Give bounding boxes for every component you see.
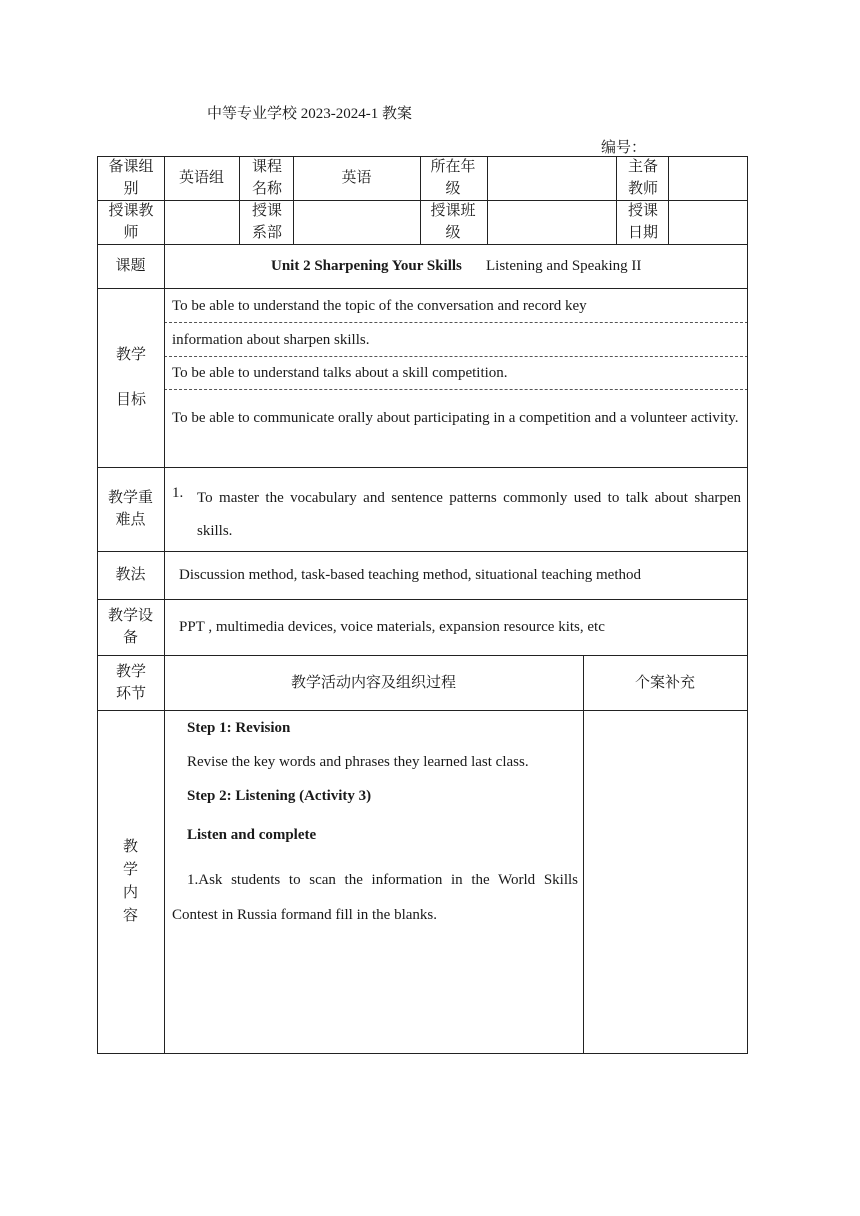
col-line: [420, 156, 421, 244]
topic-label: 课题: [115, 258, 146, 274]
row-line: [97, 244, 748, 245]
topic-lesson: Listening and Speaking II: [486, 258, 642, 274]
col-line: [164, 156, 165, 1054]
objective-line-1: To be able to understand the topic of the conversation and record key: [172, 298, 587, 314]
serial-number-label: 编号：: [601, 140, 647, 156]
lead-teacher-value: [668, 156, 747, 200]
class-value: [487, 200, 616, 244]
content-label-char-1: 教: [123, 839, 139, 855]
col-line: [616, 156, 617, 244]
dashed-separator: [164, 356, 748, 357]
method-text: Discussion method, task-based teaching method, situational teaching method: [179, 567, 641, 583]
task-title: Listen and complete: [187, 827, 317, 843]
department-label: 授课系部: [251, 203, 282, 241]
method-label: 教法: [115, 567, 146, 583]
course-label: 课程名称: [251, 159, 282, 197]
supplement-content: [583, 710, 747, 1053]
row-line: [97, 467, 748, 468]
teacher-label: 授课教师: [108, 203, 154, 241]
lesson-plan-table: [97, 156, 748, 1054]
group-label: 备课组别: [108, 159, 154, 197]
dashed-separator: [164, 322, 748, 323]
key-points-label: 教学重难点: [107, 490, 153, 528]
key-points-text: To master the vocabulary and sentence patterns commonly used to talk about sharpen skills.: [197, 490, 741, 539]
stage-label: 教学环节: [115, 663, 146, 702]
course-value: 英语: [341, 170, 372, 186]
objectives-label-2: 目标: [116, 392, 147, 408]
grade-label: 所在年级: [430, 159, 476, 197]
col-line: [747, 156, 748, 1054]
row-line: [97, 551, 748, 552]
step2-title: Step 2: Listening (Activity 3): [187, 788, 372, 804]
supplement-header: 个案补充: [634, 674, 695, 691]
task-text: 1.Ask students to scan the information in the World Skills Contest in Russia formand fill in the blanks.: [172, 872, 578, 923]
equipment-label: 教学设备: [107, 608, 153, 646]
step1-title: Step 1: Revision: [187, 720, 291, 736]
objectives-label-1: 教学: [116, 347, 147, 363]
topic-unit: Unit 2 Sharpening Your Skills: [271, 258, 462, 274]
document-title: 中等专业学校 2023-2024-1 教案: [207, 106, 412, 122]
teacher-value: [164, 200, 239, 244]
objective-line-3: To be able to understand talks about a skill competition.: [172, 365, 508, 381]
row-line: [97, 1053, 748, 1054]
objective-line-2: information about sharpen skills.: [172, 332, 370, 348]
row-line: [97, 599, 748, 600]
equipment-text: PPT , multimedia devices, voice materials, expansion resource kits, etc: [179, 619, 605, 635]
date-value: [668, 200, 747, 244]
key-points-number: 1.: [172, 485, 184, 501]
class-label: 授课班级: [430, 203, 476, 241]
lead-teacher-label: 主备教师: [627, 159, 658, 197]
group-value: 英语组: [178, 170, 224, 186]
date-label: 授课日期: [627, 203, 658, 241]
department-value: [293, 200, 420, 244]
grade-value: [487, 156, 616, 200]
row-line: [97, 288, 748, 289]
content-label-char-2: 学: [123, 862, 139, 878]
col-line: [239, 156, 240, 244]
activity-header: 教学活动内容及组织过程: [290, 674, 456, 691]
content-label-char-3: 内: [123, 885, 139, 901]
col-line: [97, 156, 98, 1054]
content-label-char-4: 容: [123, 908, 139, 924]
objective-line-4: To be able to communicate orally about participating in a competition and a volunteer activity.: [172, 410, 739, 426]
step1-text: Revise the key words and phrases they learned last class.: [187, 754, 529, 770]
dashed-separator: [164, 389, 748, 390]
